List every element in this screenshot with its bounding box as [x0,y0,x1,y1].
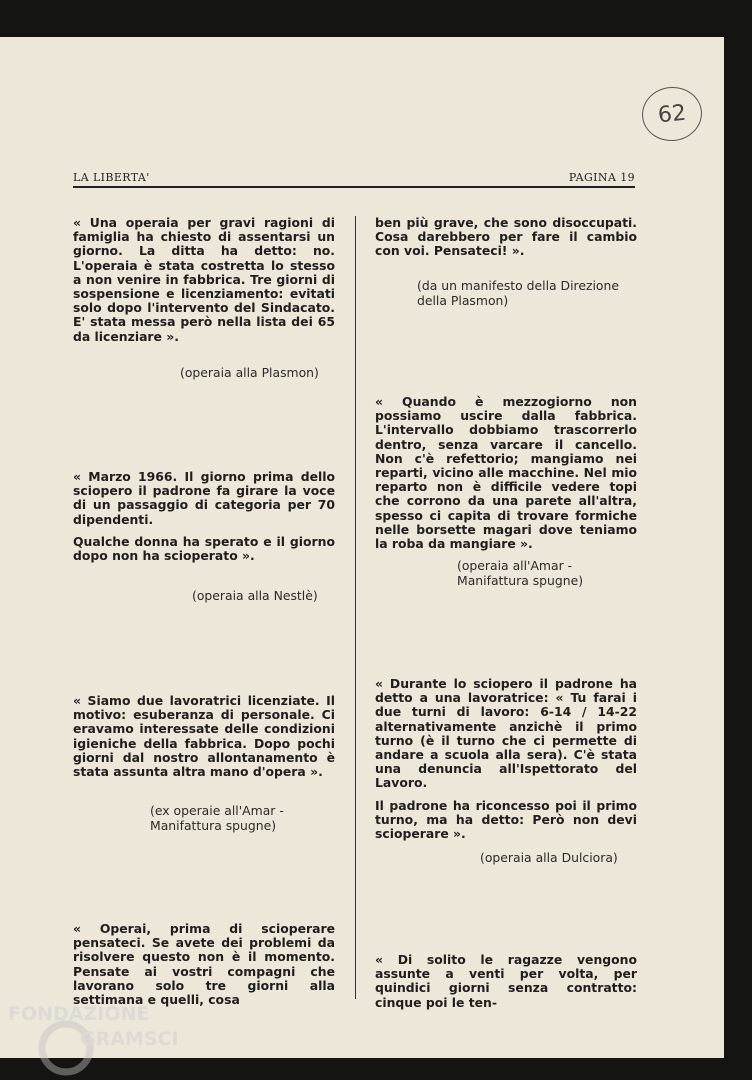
quote-block [73,216,335,344]
quote-block [73,694,335,779]
quote-source: (da un manifesto della Direzione della Plasmon) [417,278,619,308]
quote-text: « Siamo due lavoratrici licenziate. Il motivo: esuberanza di personale. Ci eravamo interessate delle condizioni igieniche della fabbrica. Dopo pochi giorni dal nostro allontanamento è stata assunta altra mano d'opera ». [73,693,335,780]
handwritten-page-number: 62 [639,84,704,144]
page-header [73,171,635,184]
quote-text: « Una operaia per gravi ragioni di famiglia ha chiesto di assentarsi un giorno. La ditta ha detto: no. L'operaia è stata costretta lo stesso a non venire in fabbrica. Tre giorni di sospensione e licenziamento: evitati solo dopo l'intervento del Sindacato. E' stata messa però nella lista dei 65 da licenziare ». [73,215,335,344]
document-page [0,37,724,1058]
header-title: LA LIBERTA' [73,171,150,184]
fondazione-gramsci-watermark [6,1000,196,1078]
quote-text: Qualche donna ha sperato e il giorno dopo non ha scioperato ». [73,533,335,564]
quote-source: (operaia alla Dulciora) [480,850,618,865]
quote-text: Il padrone ha riconcesso poi il primo turno, ma ha detto: Però non devi scioperare ». [375,797,637,842]
quote-text: « Durante lo sciopero il padrone ha detto a una lavoratrice: « Tu farai i due turni di lavoro: 6-14 / 14-22 alternativamente anzichè il primo turno (è il turno che ci permette di andare a scuola alla sera). C'è stata una denuncia all'Ispettorato del Lavoro. [375,676,637,791]
quote-text: « Operai, prima di scioperare pensateci. Se avete dei problemi da risolvere questo non è il momento. Pensate ai vostri compagni che lavorano solo tre giorni alla settimana e quelli, cosa [73,921,335,1008]
quote-block [375,216,637,259]
quote-text: « Di solito le ragazze vengono assunte a venti per volta, per quindici giorni senza contratto: cinque poi le ten- [375,952,637,1010]
column-divider [355,216,356,999]
header-rule [73,186,635,188]
quote-block [73,922,335,1007]
quote-text: « Marzo 1966. Il giorno prima dello sciopero il padrone fa girare la voce di un passaggio di categoria per 70 dipendenti. [73,469,335,527]
watermark-line2: GRAMSCI [80,1028,179,1050]
quote-block [375,953,637,1010]
header-page-label: PAGINA 19 [568,171,635,184]
quote-source: (operaia all'Amar - Manifattura spugne) [457,558,584,588]
quote-source: (operaia alla Nestlè) [192,588,318,603]
quote-source: (ex operaie all'Amar - Manifattura spugne) [150,803,284,833]
quote-block [73,470,335,563]
quote-text: ben più grave, che sono disoccupati. Cosa darebbero per fare il cambio con voi. Pensateci! ». [375,215,637,259]
quote-block [375,395,637,551]
quote-block [375,677,637,841]
quote-text: « Quando è mezzogiorno non possiamo uscire dalla fabbrica. L'intervallo dobbiamo trascorrerlo dentro, senza varcare il cancello. Non c'è refettorio; mangiamo nei reparti, vicino alle macchine. Nel mio reparto non è difficile vedere topi che corrono da una parete all'altra, spesso ci capita di trovare formiche nelle borsette magari dove teniamo la roba da mangiare ». [375,394,637,552]
quote-source: (operaia alla Plasmon) [180,365,319,380]
watermark-line1: FONDAZIONE [8,1003,150,1025]
